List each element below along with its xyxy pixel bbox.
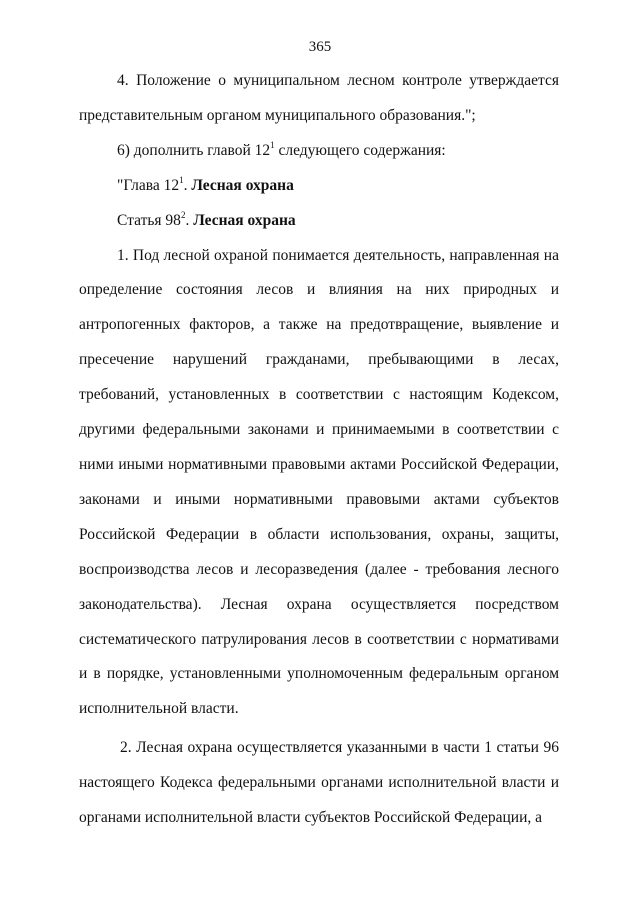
superscript: 1 xyxy=(179,174,184,185)
amend-text-start: 6) дополнить главой 12 xyxy=(117,141,271,159)
paragraph-municipal-control: 4. Положение о муниципальном лесном контроле утверждается представительным органом муниципального образования."; xyxy=(79,72,559,124)
paragraph-forest-protection-authorities: 2. Лесная охрана осуществляется указанными в части 1 статьи 96 настоящего Кодекса федеральными органами исполнительной власти и органами исполнительной власти субъектов Российской Федерации, а xyxy=(79,739,559,827)
article-separator: . xyxy=(185,211,194,229)
superscript: 1 xyxy=(270,139,275,150)
chapter-label: "Глава 12 xyxy=(117,176,180,194)
article-label: Статья 98 xyxy=(117,211,181,229)
chapter-separator: . xyxy=(183,176,192,194)
paragraph-amend-chapter xyxy=(79,134,559,169)
amend-text-end: следующего содержания: xyxy=(274,141,446,159)
page-number: 365 xyxy=(308,39,332,55)
article-title: Лесная охрана xyxy=(193,211,296,229)
document-body xyxy=(79,64,559,836)
superscript: 2 xyxy=(180,209,186,220)
article-heading xyxy=(79,204,559,239)
chapter-heading xyxy=(79,169,559,204)
chapter-title: Лесная охрана xyxy=(191,176,294,194)
paragraph-forest-protection-definition: 1. Под лесной охраной понимается деятельность, направленная на определение состояния лесов и влияния на них природных и антропогенных факторов, а также на предотвращение, выявление и пресечение нарушений гражданами, пребывающими в лесах, требований, установленных в соответствии с настоящим Кодексом, другими федеральными законами и принимаемыми в соответствии с ними иными нормативными правовыми актами Российской Федерации, законами и иными нормативными правовыми актами субъектов Российской Федерации в области использования, охраны, защиты, воспроизводства лесов и лесоразведения (далее - требования лесного законодательства). Лесная охрана осуществляется посредством систематического патрулирования лесов в соответствии с нормативами и в порядке, установленными уполномоченным федеральным органом исполнительной власти. xyxy=(79,246,559,718)
